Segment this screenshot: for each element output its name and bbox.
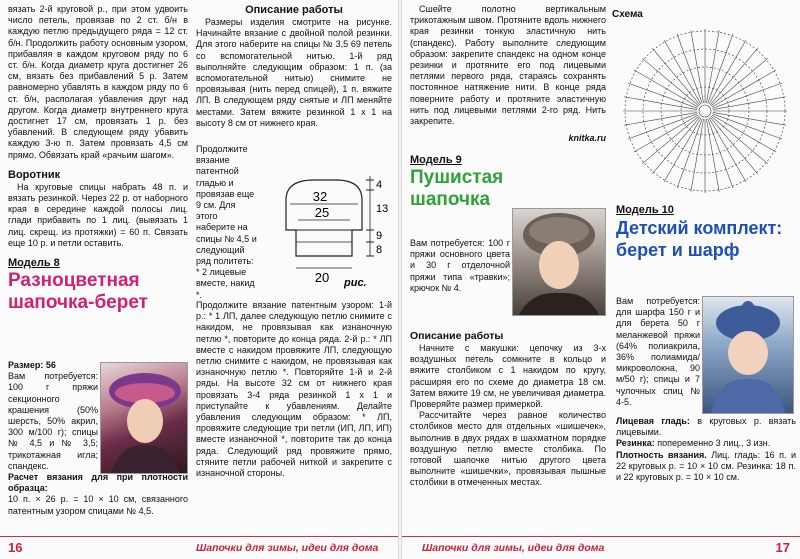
p16-column-2 [196, 4, 392, 129]
page-16 [0, 0, 398, 559]
schema-title: Схема [612, 9, 643, 20]
diagram-width-bottom: 20 [314, 270, 330, 285]
diagram-caption: рис. [344, 277, 367, 289]
model8-calc-title: Расчет вязания для при плотности образца: [8, 472, 188, 494]
p16-col2-title: Описание работы [245, 4, 343, 16]
model8-size: Размер: 56 [8, 360, 56, 370]
model10-label: Модель 10 [616, 204, 674, 216]
schema-stitch-line [706, 119, 719, 192]
diagram-width-top: 32 [312, 189, 328, 204]
model8-label: Модель 8 [8, 257, 60, 270]
model10-p3-title: Плотность вязания. [616, 449, 707, 460]
model9-desc-title: Описание работы [410, 330, 504, 342]
p17-footer [402, 536, 800, 559]
p16-col2-top: Размеры изделия смотрите на рисунке. Начинайте вязание с двойной полой резинки. Для этого наберите на спицы № 3,5 69 петель со вспомогательной нитью. 1-й ряд выполняйте следующим образом: 1 п. (за вспомогательной нитью) снимите не провязывая (нить перед спицей), 1 п. вяжите ЛП. В следующем ряду снятые и ЛП меняйте местами. Затем вяжите резинкой 1 х 1 на высоту 8 см от нижнего края. [196, 17, 392, 128]
site-link: knitka.ru [568, 133, 606, 144]
hat-diagram [262, 170, 394, 300]
p16-col2-bottom-text: Продолжите вязание патентным узором: 1-й р.: * 1 ЛП, далее следующую петлю снимите с накидом, не провязывая как изнаночную петлю *, повторите до конца ряда. 2-й р.: * ЛП вместе с накидом провяжите ЛП, следующую петлю снимите с накидом, не провязывая как изнаночную петлю *. Повторяйте 1-й и 2-й ряды. На высоте 32 см от нижнего края провязать 3-4 ряда резинкой 1 х 1 и приступайте к убавлениям. Делайте убавления следующим образом: * ЛП, провяжите следующие три петли (ИП, ЛП, ИП) вместе изнаночной *, повторите так до конца ряда. Следующий ряд провяжите прямо, стяните петли рабочей ниткой и закрепите с изнаночной стороны. [196, 300, 392, 479]
diagram-h4: 8 [376, 244, 383, 256]
diagram-h3: 9 [376, 230, 383, 242]
model8-materials: Вам потребуется: 100 г пряжи секционного крашения (50% шерсть, 50% акрил, 300 м/100 г); спицы № 4,5 и № 3,5; трикотажная игла; спандекс. [8, 371, 98, 471]
model8-calc [8, 472, 188, 517]
model9-materials: Вам потребуется: 100 г пряжи основного цвета и 30 г отделочной пряжи типа «травки»; крючок № 4. [410, 238, 510, 293]
left-page-number: 16 [8, 540, 23, 555]
model10-patterns [616, 416, 796, 483]
model8-calc-text: 10 п. × 26 р. = 10 × 10 см, связанного патентным узором спицами № 4,5. [8, 494, 188, 516]
p17-running-footer: Шапочки для зимы, идеи для дома [422, 542, 605, 554]
diagram-h1: 4 [376, 179, 383, 191]
p17-col1-text: Сшейте полотно вертикальным трикотажным швом. Протяните вдоль нижнего края резинки тонкую эластичную нить (спандекс). Работу выполните следующим образом: закрепите спандекс на одном конце резинки и протяните его под лицевыми петлями первого ряда, стараясь сохранять постоянное натяжение нити. В конце ряда поверните работу и протяните эластичную нить под лицевыми петлями 2-го ряд. Нить закрепите. [410, 4, 606, 127]
model9-details [410, 238, 510, 294]
collar-title: Воротник [8, 168, 61, 181]
woman-beret-illustration [101, 363, 187, 473]
model10-photo [702, 296, 794, 414]
model10-materials-block [616, 296, 700, 408]
p16-col2-narrow [196, 144, 258, 301]
crochet-schema [612, 8, 798, 208]
schema-stitch-line [624, 97, 697, 110]
model10-materials: Вам потребуется: для шарфа 150 г и для берета 50 г меланжевой пряжи (64% полиакрила, 36% полиамида/микроволокна, 90 м/50 г); спицы и 7 чулочных спиц № 4-5. [616, 296, 700, 407]
right-page-number: 17 [775, 540, 790, 555]
p16-running-footer: Шапочки для зимы, идеи для дома [196, 542, 379, 554]
p16-column-1 [8, 4, 188, 314]
diagram-width-mid: 25 [314, 205, 330, 220]
model9-label: Модель 9 [410, 154, 462, 167]
model10-p2-text: попеременно 3 лиц., 3 изн. [657, 438, 771, 449]
model10-header [616, 204, 798, 261]
p16-col2-narrow-text: Продолжите вязание патентной гладью и провязав еще 9 см. Для этого наберите на спицы № 4,5 и следующий ряд политеть: * 2 лицевые вместе, накид *. [196, 144, 257, 300]
schema-stitch-line [706, 30, 719, 103]
model8-photo [100, 362, 188, 474]
model8-title: Разноцветная шапочка-берет [8, 270, 148, 314]
schema-stitch-line [713, 97, 786, 110]
child-beret-illustration [703, 297, 793, 413]
schema-stitch-line [624, 112, 697, 125]
model8-header [8, 257, 188, 314]
model9-description [410, 330, 606, 489]
p16-col1-text: вязать 2-й круговой р., при этом удвоить число петель, провязав по 2 ст. б/н в каждую петлю предыдущего ряда = 12 ст. б/н. Продолжить работу основным узором, прибавляя в каждом круговом ряду по 6 ст. б/н. Когда диаметр круга достигнет 26 см, вязать без прибавлений 5 р. Затем равномерно убавлять в каждом ряду по 6 ст. б/н, располагая убавления друг над другом. Когда диаметр внутреннего круга достигнет 17 см, провязать 1 р. без убавлений. В следующем ряду убавить каждую 3-ю п. Затем провязать 4,5 см прямо. Обвязать край «рачьим шагом». [8, 4, 188, 160]
model9-header [410, 154, 606, 211]
p16-footer [0, 536, 398, 559]
model8-details [8, 360, 98, 472]
model9-desc-text: Начните с макушки: цепочку из 3-х воздушных петель сомкните в кольцо и вяжите столбиком с 1 накидом по кругу, расширяя его по схеме до диаметра 18 см. Затем вяжите 19 см, не увеличивая диаметра. Проверяйте размер примеркой. [410, 343, 606, 410]
schema-stitch-line [691, 30, 704, 103]
diagram-h2: 13 [376, 203, 389, 215]
model10-p3-text: Лиц. гладь: 16 п. и 22 круговых р. = 10 × 10 см. Резинка: 18 п. и 22 круговых р. = 10 × 10 см. [616, 449, 796, 483]
model10-p1-text: в круговых р. вязать лицевыми. [616, 416, 796, 438]
model10-p2-title: Резинка: [616, 438, 655, 449]
page-17 [402, 0, 800, 559]
p17-column-1 [410, 4, 606, 211]
schema-stitch-line [713, 112, 786, 125]
p16-col2-bottom [196, 300, 392, 479]
schema-drawing [612, 23, 798, 203]
model9-photo [512, 208, 606, 316]
model9-title: Пушистая шапочка [410, 167, 504, 211]
woman-fur-hat-illustration [513, 209, 605, 315]
model9-desc-text-2: Рассчитайте через равное количество столбиков место для отдельных «шишечек», выполнив в двух рядах в шахматном порядке воздушную петлю вместе столбика. По готовой шапочке нитью другого цвета выполните «шишечки», провязывая пышные столбики в отмеченных местах. [410, 410, 606, 488]
collar-text: На круговые спицы набрать 48 п. и вязать резинкой. Через 22 р. от наборного края в середине каждой полосы лиц. глади прибавить по 1 лиц. (вывязать 1 лиц. скрещ. из протяжки) = 60 п. Связать еще 10 р. и петли оставить. [8, 181, 188, 248]
model10-title: Детский комплект: берет и шарф [616, 218, 783, 260]
schema-stitch-line [691, 119, 704, 192]
model10-p1-title: Лицевая гладь: [616, 416, 690, 426]
